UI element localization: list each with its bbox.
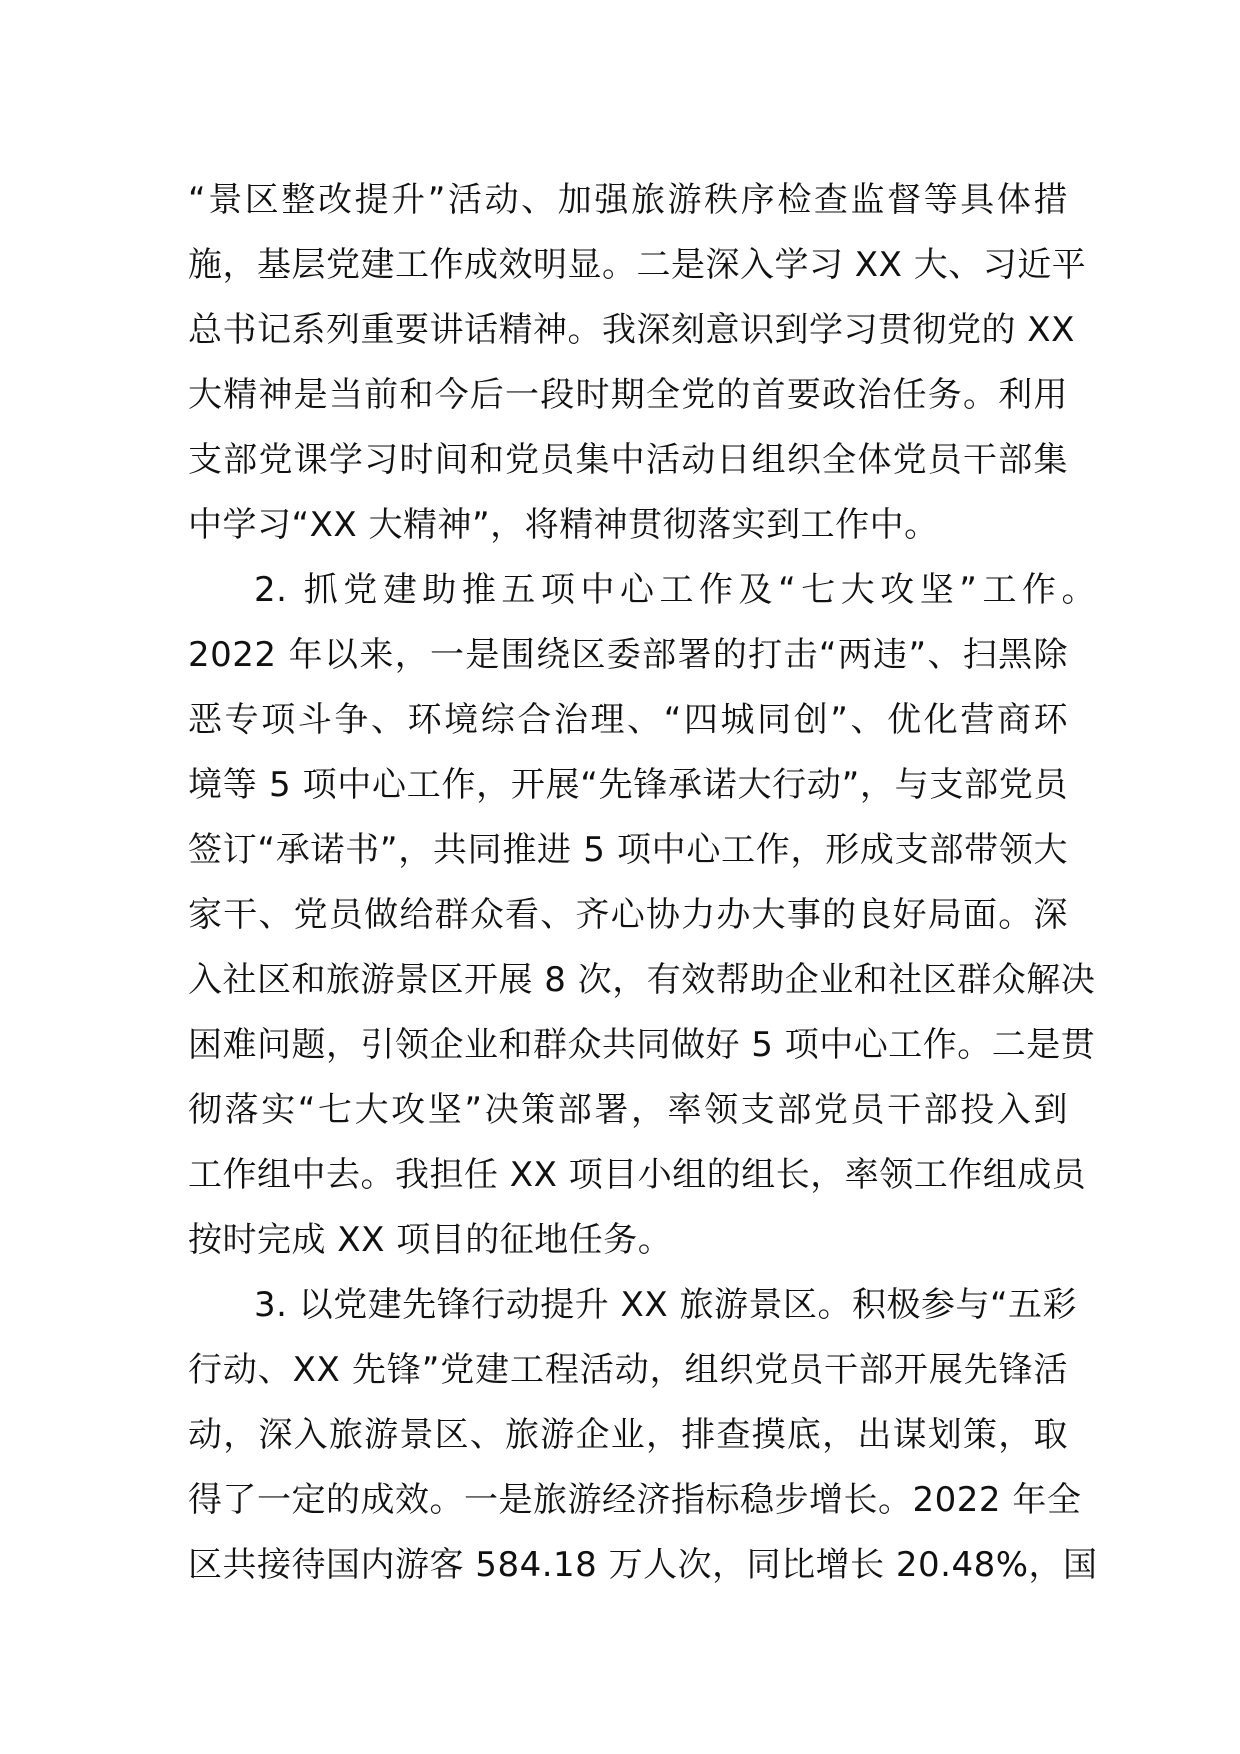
- text-line: 施，基层党建工作成效明显。二是深入学习 XX 大、习近平: [188, 245, 1087, 285]
- text-line: 支部党课学习时间和党员集中活动日组织全体党员干部集: [188, 440, 1068, 480]
- text-line: “景区整改提升”活动、加强旅游秩序检查监督等具体措: [188, 180, 1068, 220]
- text-line: 签订“承诺书”，共同推进 5 项中心工作，形成支部带领大: [188, 830, 1068, 870]
- text-line: 动，深入旅游景区、旅游企业，排查摸底，出谋划策，取: [188, 1415, 1068, 1455]
- text-line: 入社区和旅游景区开展 8 次，有效帮助企业和社区群众解决: [188, 960, 1096, 1000]
- text-line: 总书记系列重要讲话精神。我深刻意识到学习贯彻党的 XX: [188, 310, 1075, 350]
- text-line: 2022 年以来，一是围绕区委部署的打击“两违”、扫黑除: [188, 635, 1068, 675]
- text-line: 困难问题，引领企业和群众共同做好 5 项中心工作。二是贯: [188, 1025, 1096, 1065]
- text-line: 行动、XX 先锋”党建工程活动，组织党员干部开展先锋活: [188, 1350, 1068, 1390]
- section-heading: 3. 以党建先锋行动提升 XX 旅游景区。积极参与“五彩: [254, 1285, 1078, 1325]
- text-line: 按时完成 XX 项目的征地任务。: [188, 1220, 673, 1260]
- text-line: 工作组中去。我担任 XX 项目小组的组长，率领工作组成员: [188, 1155, 1087, 1195]
- text-line: 家干、党员做给群众看、齐心协力办大事的良好局面。深: [188, 895, 1068, 935]
- text-line: 中学习“XX 大精神”，将精神贯彻落实到工作中。: [188, 505, 939, 545]
- text-line: 得了一定的成效。一是旅游经济指标稳步增长。2022 年全: [188, 1480, 1082, 1520]
- body-text: [188, 168, 1098, 1598]
- text-line: 彻落实“七大攻坚”决策部署，率领支部党员干部投入到: [188, 1090, 1068, 1130]
- text-line: 区共接待国内游客 584.18 万人次，同比增长 20.48%，国: [188, 1545, 1098, 1585]
- text-line: 境等 5 项中心工作，开展“先锋承诺大行动”，与支部党员: [188, 765, 1068, 805]
- text-line: 恶专项斗争、环境综合治理、“四城同创”、优化营商环: [188, 700, 1068, 740]
- section-heading: 2. 抓党建助推五项中心工作及“七大攻坚”工作。: [254, 570, 1096, 610]
- text-line: 大精神是当前和今后一段时期全党的首要政治任务。利用: [188, 375, 1068, 415]
